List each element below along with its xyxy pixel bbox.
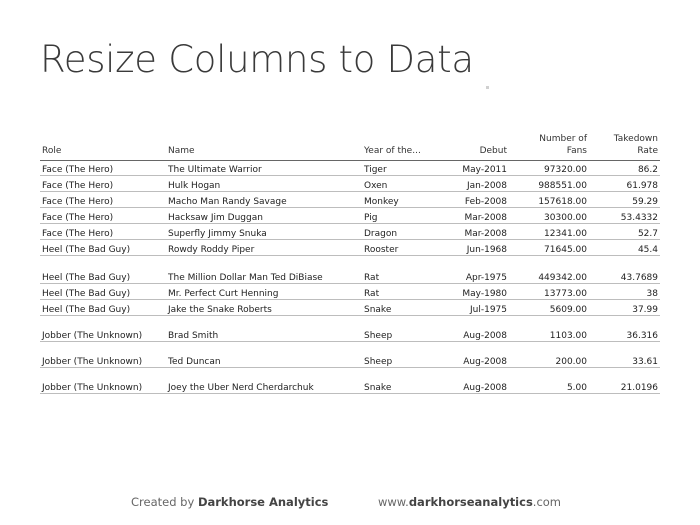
table-row[interactable] [40,368,660,394]
table-row[interactable] [40,208,660,224]
table-row[interactable] [40,256,660,284]
cell-year: Monkey [362,192,434,208]
cell-name: Superfly Jimmy Snuka [166,224,362,240]
cell-fans: 12341.00 [509,224,589,240]
cell-year: Sheep [362,316,434,342]
table-row[interactable] [40,316,660,342]
cell-role: Jobber (The Unknown) [40,368,166,394]
cell-fans: 71645.00 [509,240,589,256]
cell-name: Joey the Uber Nerd Cherdarchuk [166,368,362,394]
cell-debut: Jul-1975 [434,300,509,316]
cell-fans: 30300.00 [509,208,589,224]
cell-takedown: 86.2 [589,161,660,176]
data-table [40,133,660,394]
cell-role: Face (The Hero) [40,192,166,208]
cell-role: Face (The Hero) [40,224,166,240]
cell-debut: Mar-2008 [434,208,509,224]
cell-debut: Apr-1975 [434,256,509,284]
cell-debut: May-2011 [434,161,509,176]
cell-name: The Ultimate Warrior [166,161,362,176]
slide-title: Resize Columns to Data [40,38,489,89]
cell-role: Heel (The Bad Guy) [40,256,166,284]
cell-fans: 1103.00 [509,316,589,342]
footer-url-brand: darkhorseanalytics [408,495,533,509]
table-row[interactable] [40,161,660,176]
cell-role: Heel (The Bad Guy) [40,300,166,316]
cell-name: Ted Duncan [166,342,362,368]
cell-year: Snake [362,368,434,394]
footer-created-by: Created by [131,495,198,509]
cell-takedown: 45.4 [589,240,660,256]
cell-takedown: 21.0196 [589,368,660,394]
cell-fans: 5.00 [509,368,589,394]
cell-takedown: 33.61 [589,342,660,368]
cell-debut: Jun-1968 [434,240,509,256]
cell-takedown: 53.4332 [589,208,660,224]
header-number-of-fans[interactable]: Number of Fans [509,133,589,161]
cell-year: Snake [362,300,434,316]
cell-role: Face (The Hero) [40,208,166,224]
cell-year: Dragon [362,224,434,240]
header-takedown-rate[interactable]: Takedown Rate [589,133,660,161]
table-row[interactable] [40,176,660,192]
cell-takedown: 59.29 [589,192,660,208]
cell-takedown: 38 [589,284,660,300]
header-year[interactable]: Year of the... [362,133,434,161]
table-row[interactable] [40,342,660,368]
cell-fans: 449342.00 [509,256,589,284]
table-row[interactable] [40,284,660,300]
title-dot-decoration [486,86,489,89]
cell-name: The Million Dollar Man Ted DiBiase [166,256,362,284]
cell-fans: 200.00 [509,342,589,368]
table-row[interactable] [40,192,660,208]
cell-role: Heel (The Bad Guy) [40,284,166,300]
cell-name: Brad Smith [166,316,362,342]
cell-debut: Mar-2008 [434,224,509,240]
table-body [40,161,660,394]
cell-name: Mr. Perfect Curt Henning [166,284,362,300]
footer-url[interactable] [378,495,561,509]
cell-debut: Aug-2008 [434,316,509,342]
cell-takedown: 52.7 [589,224,660,240]
header-name[interactable]: Name [166,133,362,161]
cell-year: Rooster [362,240,434,256]
cell-year: Rat [362,256,434,284]
table-row[interactable] [40,224,660,240]
footer-company-name: Darkhorse Analytics [197,495,329,509]
cell-name: Macho Man Randy Savage [166,192,362,208]
cell-role: Face (The Hero) [40,176,166,192]
cell-fans: 988551.00 [509,176,589,192]
table-row[interactable] [40,300,660,316]
cell-fans: 97320.00 [509,161,589,176]
table-header-row [40,133,660,161]
cell-debut: Jan-2008 [434,176,509,192]
cell-fans: 13773.00 [509,284,589,300]
cell-name: Rowdy Roddy Piper [166,240,362,256]
cell-role: Face (The Hero) [40,161,166,176]
cell-name: Jake the Snake Roberts [166,300,362,316]
cell-debut: Feb-2008 [434,192,509,208]
cell-takedown: 43.7689 [589,256,660,284]
footer-credit [131,495,328,509]
cell-takedown: 37.99 [589,300,660,316]
cell-name: Hulk Hogan [166,176,362,192]
cell-name: Hacksaw Jim Duggan [166,208,362,224]
header-debut[interactable]: Debut [434,133,509,161]
footer-url-prefix: www. [378,495,409,509]
cell-year: Pig [362,208,434,224]
cell-debut: Aug-2008 [434,342,509,368]
cell-debut: Aug-2008 [434,368,509,394]
cell-debut: May-1980 [434,284,509,300]
cell-year: Tiger [362,161,434,176]
cell-year: Oxen [362,176,434,192]
cell-takedown: 61.978 [589,176,660,192]
cell-role: Jobber (The Unknown) [40,342,166,368]
cell-fans: 5609.00 [509,300,589,316]
cell-role: Heel (The Bad Guy) [40,240,166,256]
footer-url-suffix: .com [532,495,562,509]
cell-year: Rat [362,284,434,300]
cell-year: Sheep [362,342,434,368]
header-role[interactable]: Role [40,133,166,161]
cell-takedown: 36.316 [589,316,660,342]
cell-role: Jobber (The Unknown) [40,316,166,342]
cell-fans: 157618.00 [509,192,589,208]
table-row[interactable] [40,240,660,256]
